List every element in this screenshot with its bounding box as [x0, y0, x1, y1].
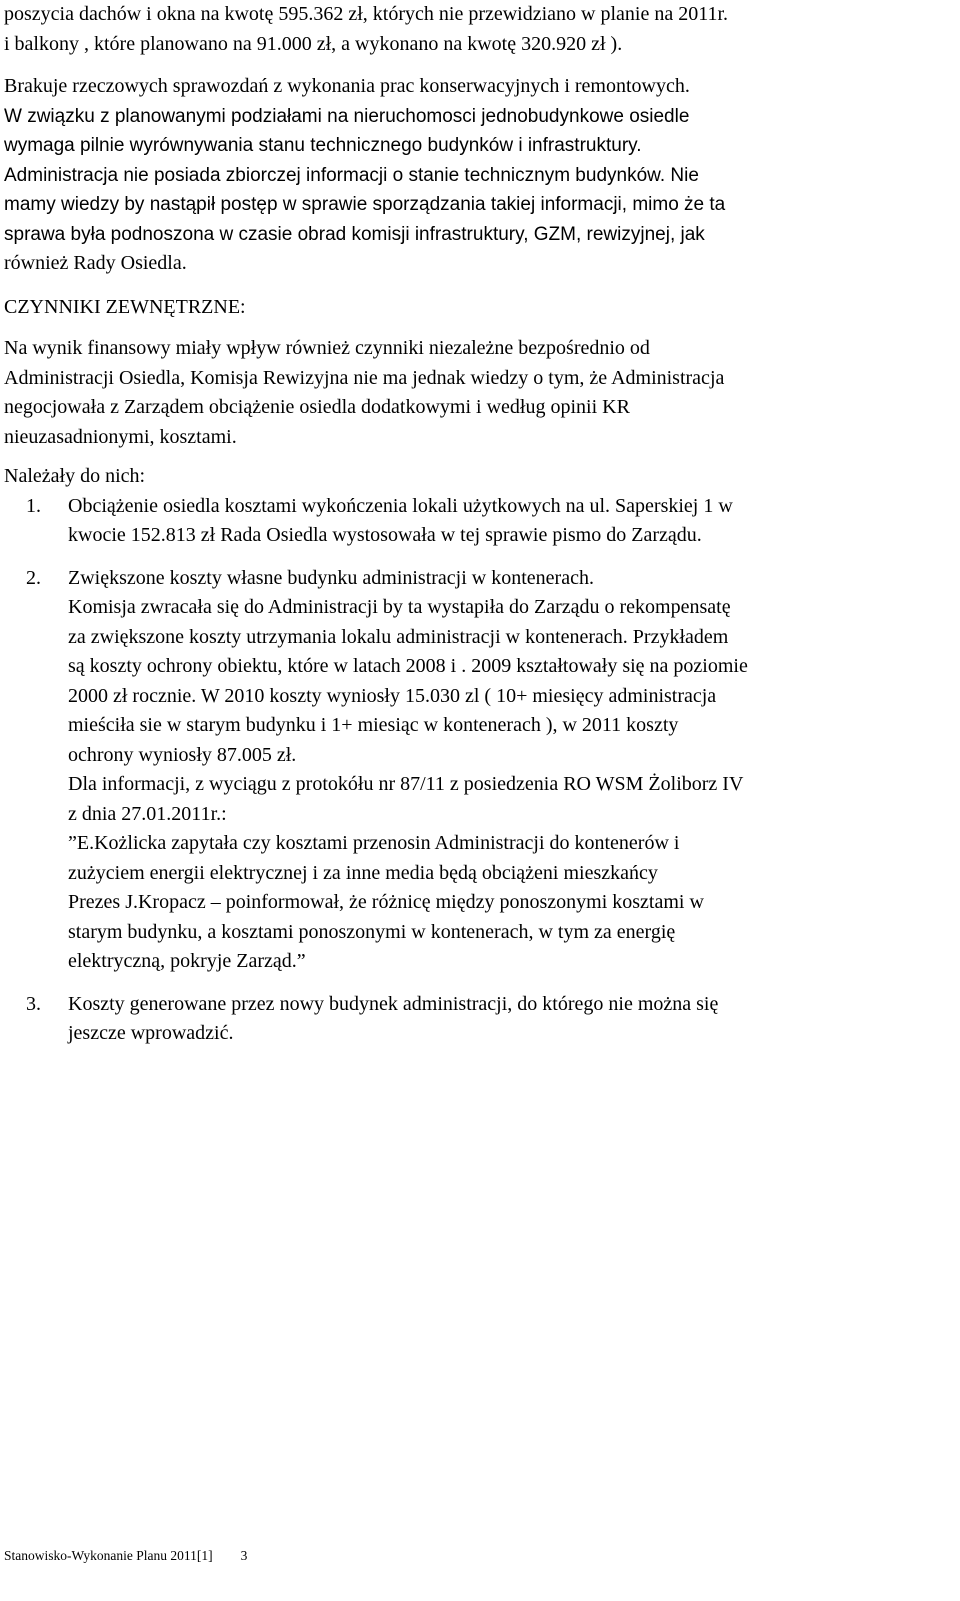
text-line: zużyciem energii elektrycznej i za inne media będą obciążeni mieszkańcy [68, 861, 658, 884]
text-line: Administracji Osiedla, Komisja Rewizyjna nie ma jednak wiedzy o tym, że Administracja [4, 366, 725, 389]
document-page [4, 0, 944, 1049]
text-line: jeszcze wprowadzić. [68, 1022, 234, 1044]
text-line: i balkony , które planowano na 91.000 zł, a wykonano na kwotę 320.920 zł ). [4, 32, 623, 55]
text-line: są koszty ochrony obiektu, które w latach 2008 i . 2009 kształtowały się na poziomie [68, 655, 748, 677]
text-line: Komisja zwracała się do Administracji by ta wystapiła do Zarządu o rekompensatę [68, 596, 731, 618]
belonged-label: Należały do nich: [4, 465, 146, 487]
external-factors-heading: CZYNNIKI ZEWNĘTRZNE: [4, 295, 246, 318]
footer-page-number: 3 [240, 1548, 248, 1563]
list-number: 3. [26, 992, 41, 1015]
text-line: Prezes J.Kropacz – poinformował, że różnicę między ponoszonymi kosztami w [68, 891, 704, 913]
text-line: starym budynku, a kosztami ponoszonymi w kontenerach, w tym za energię [68, 920, 676, 943]
text-line: Koszty generowane przez nowy budynek administracji, do którego nie można się [68, 992, 719, 1015]
text-line: 2000 zł rocznie. W 2010 koszty wyniosły 15.030 zl ( 10+ miesięcy administracja [68, 684, 717, 707]
text-line: Dla informacji, z wyciągu z protokółu nr 87/11 z posiedzenia RO WSM Żoliborz IV [68, 773, 744, 795]
text-line: sprawa była podnoszona w czasie obrad komisji infrastruktury, GZM, rewizyjnej, jak [4, 223, 705, 245]
text-line: poszycia dachów i okna na kwotę 595.362 zł, których nie przewidziano w planie na 2011r. [4, 3, 729, 25]
text-line: kwocie 152.813 zł Rada Osiedla wystosowała w tej sprawie pismo do Zarządu. [68, 524, 702, 546]
text-line: ”E.Kożlicka zapytała czy kosztami przenosin Administracji do kontenerów i [68, 832, 680, 854]
intro-paragraph [4, 0, 944, 59]
text-line: wymaga pilnie wyrównywania stanu technicznego budynków i infrastruktury. [4, 135, 642, 156]
text-line: negocjowała z Zarządem obciążenie osiedla dodatkowymi i według opinii KR [4, 396, 630, 418]
list-number: 2. [26, 566, 41, 589]
text-line: mamy wiedzy by nastąpił postęp w sprawie sporządzania takiej informacji, mimo że ta [4, 194, 726, 215]
page-footer [4, 1548, 247, 1564]
text-line: elektryczną, pokryje Zarząd.” [68, 950, 306, 972]
external-factors-paragraph [4, 334, 944, 452]
text-line: W związku z planowanymi podziałami na nieruchomosci jednobudynkowe osiedle [4, 105, 690, 127]
text-line: z dnia 27.01.2011r.: [68, 802, 227, 825]
list-item [4, 492, 944, 551]
list-number: 1. [26, 494, 41, 517]
text-line: nieuzasadnionymi, kosztami. [4, 425, 237, 448]
text-line: Na wynik finansowy miały wpływ również czynniki niezależne bezpośrednio od [4, 337, 650, 359]
no-reports-text: Brakuje rzeczowych sprawozdań z wykonania prac konserwacyjnych i remontowych. [4, 75, 690, 97]
list-item [4, 564, 944, 977]
text-line: ochrony wyniosły 87.005 zł. [68, 743, 297, 766]
text-line: za zwiększone koszty utrzymania lokalu administracji w kontenerach. Przykładem [68, 625, 729, 648]
text-line: również Rady Osiedla. [4, 252, 187, 274]
text-line: Administracja nie posiada zbiorczej informacji o stanie technicznym budynków. Nie [4, 164, 699, 186]
footer-filename: Stanowisko-Wykonanie Planu 2011[1] [4, 1548, 213, 1563]
text-line: mieściła sie w starym budynku i 1+ miesiąc w kontenerach ), w 2011 koszty [68, 714, 679, 736]
infrastructure-paragraph [4, 102, 944, 279]
text-line: Zwiększone koszty własne budynku administracji w kontenerach. [68, 566, 594, 589]
list-item [4, 990, 944, 1049]
text-line: Obciążenie osiedla kosztami wykończenia lokali użytkowych na ul. Saperskiej 1 w [68, 494, 733, 517]
